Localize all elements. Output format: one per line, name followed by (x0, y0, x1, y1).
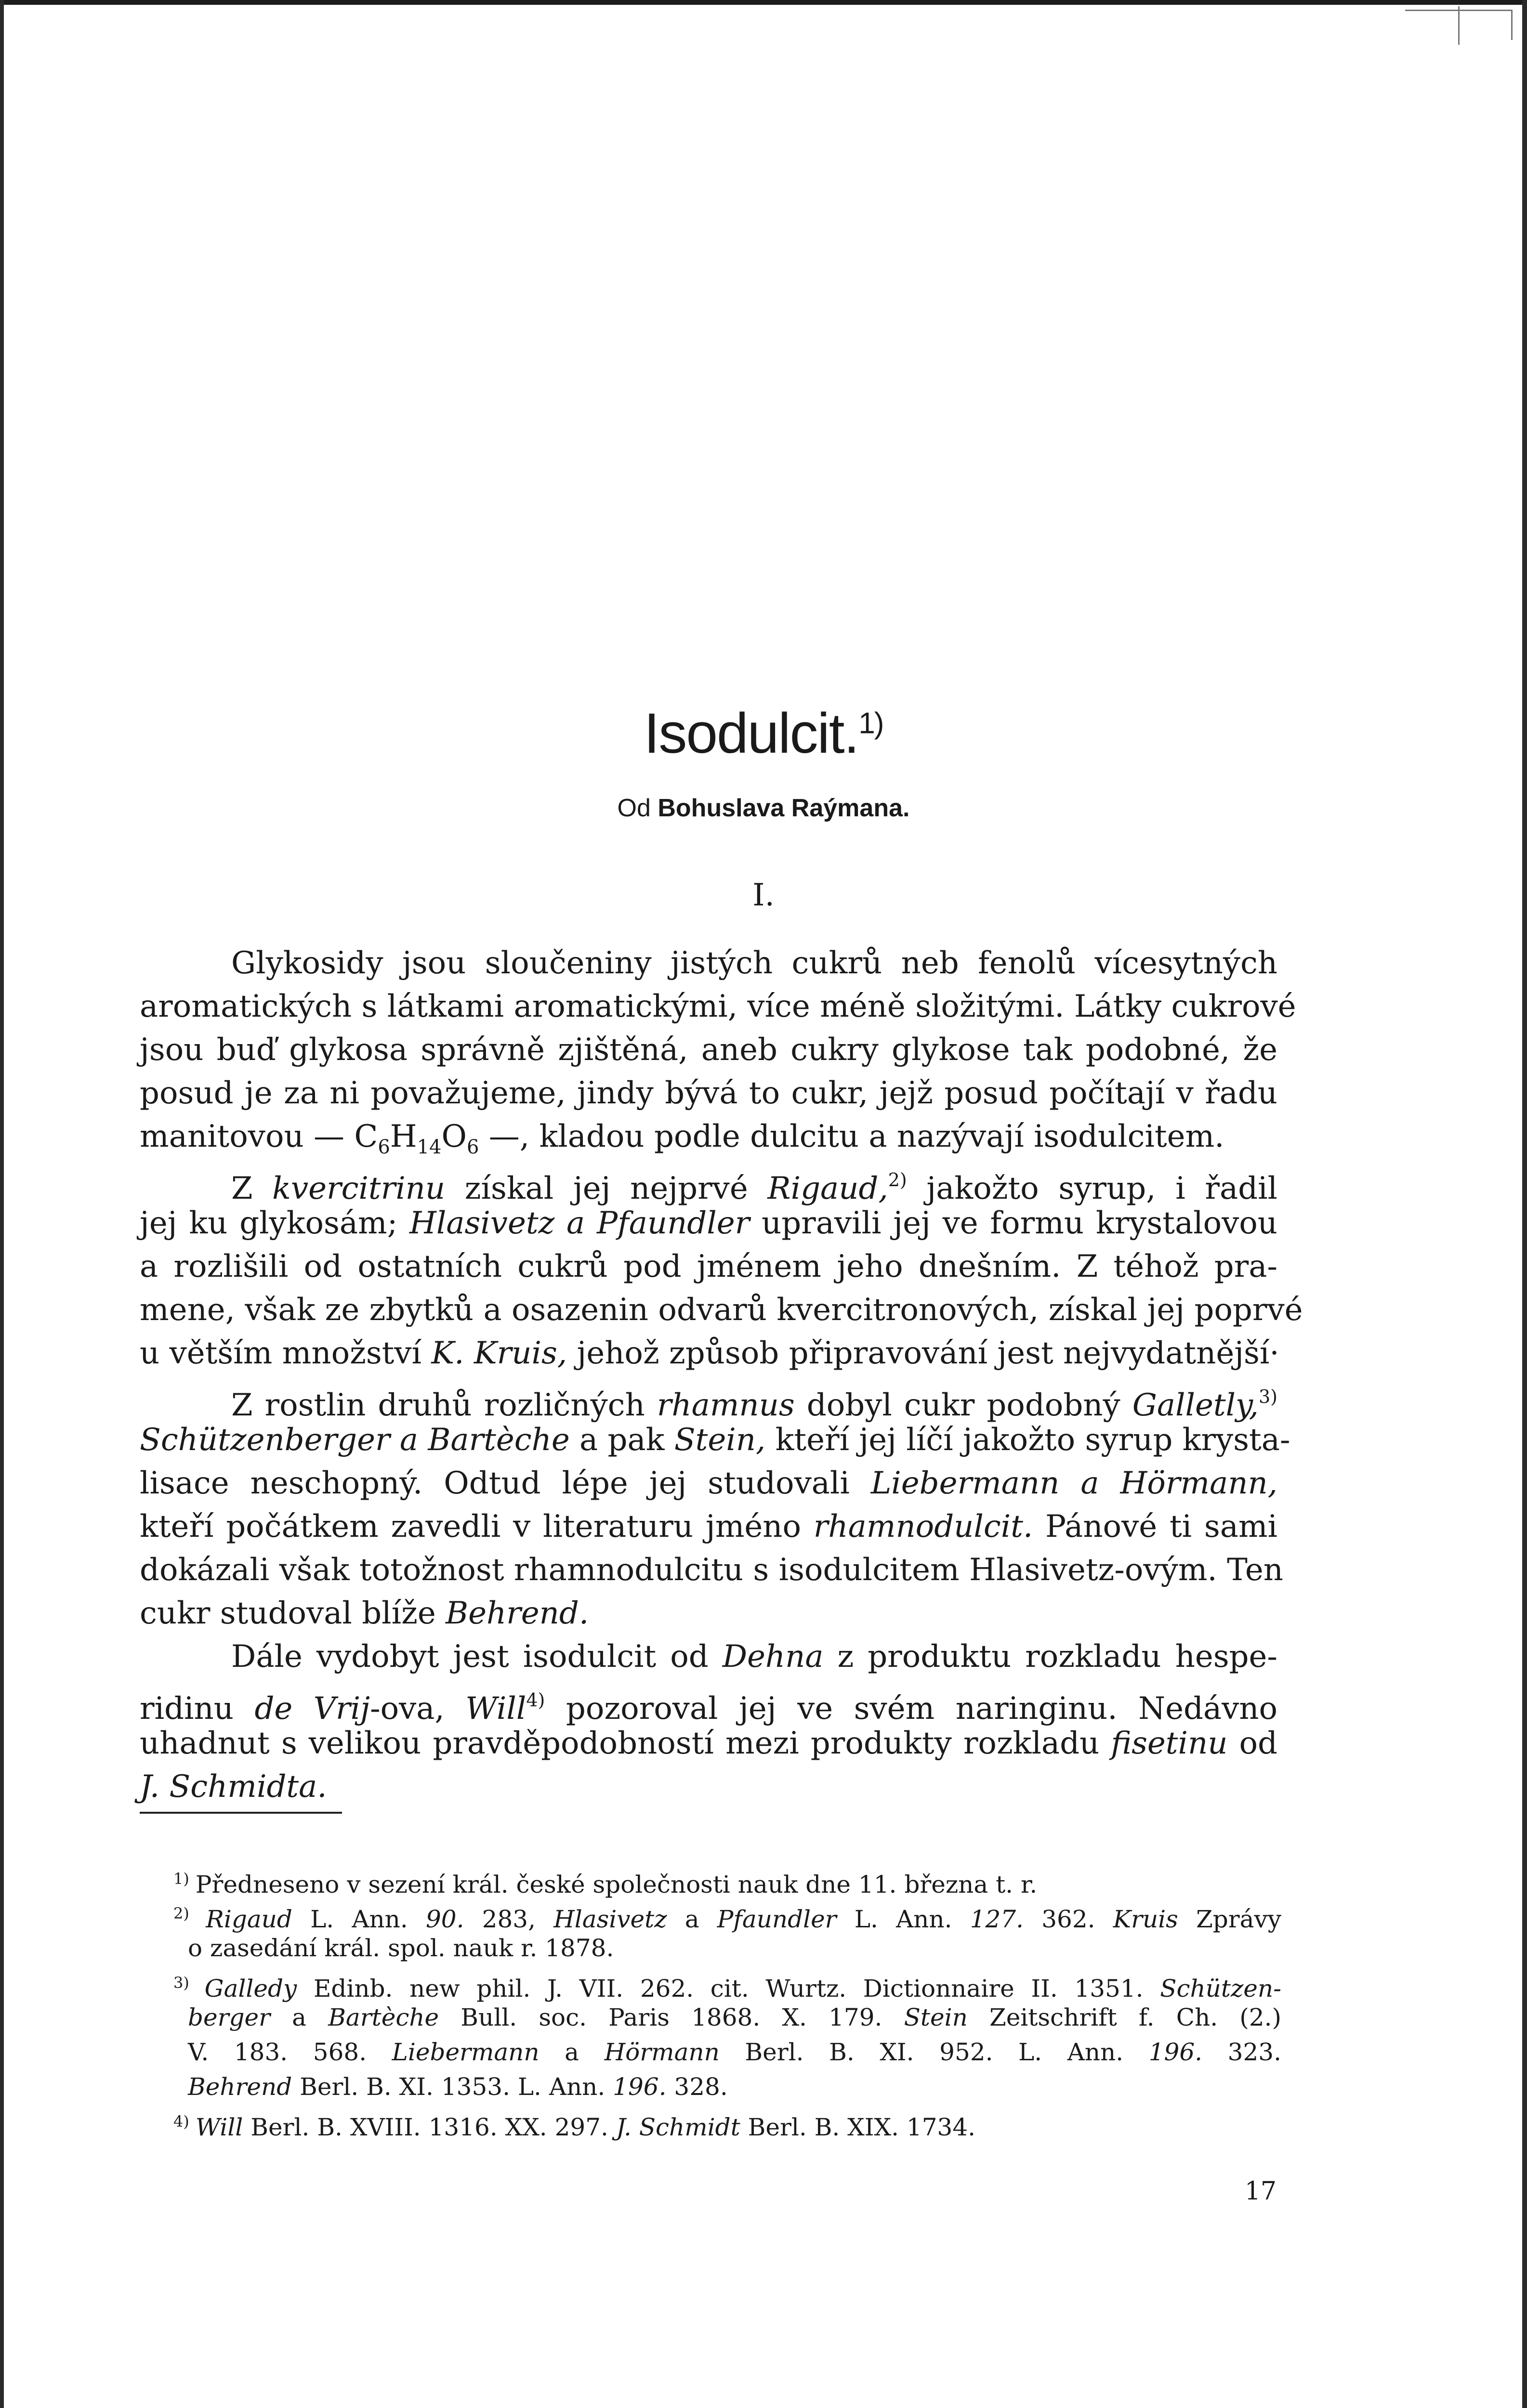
footnote-3-continued: berger a Bartèche Bull. soc. Paris 1868. X. 179. Stein Zeitschrift f. Ch. (2.) (188, 2003, 1281, 2031)
corner-mark (1405, 10, 1513, 40)
text-line: posud je za ni považujeme, jindy bývá to cukr, jejž posud počítají v řadu (140, 1075, 1277, 1111)
article-title: Isodulcit.$^{1)}$ (644, 702, 883, 765)
text-line: manitovou — $C_6H_{14}O_6$ —, kladou podle dulcitu a nazývají isodulcitem. (140, 1119, 1224, 1158)
footnote-1: $^{1)}$ Předneseno v sezení král. české společnosti nauk dne 11. března t. r. (173, 1870, 1038, 1898)
text-line: aromatických s látkami aromatickými, více méně složitými. Látky cukrové (140, 989, 1296, 1024)
author-name: Bohuslava Raýmana. (658, 794, 910, 822)
text-line: Schützenberger a Bartèche a pak Stein, kteří jej líčí jakožto syrup krysta- (140, 1422, 1290, 1458)
text-line: Z rostlin druhů rozličných rhamnus dobyl cukr podobný Galletly,$^{3)}$ (231, 1386, 1278, 1423)
text-line: jsou buď glykosa správně zjištěná, aneb cukry glykose tak podobné, že (140, 1032, 1277, 1068)
text-line: J. Schmidta. (140, 1769, 327, 1805)
text-line: a rozlišili od ostatních cukrů pod jménem jeho dnešním. Z téhož pra- (140, 1249, 1277, 1284)
footnote-2: $^{2)}$ Rigaud L. Ann. 90. 283, Hlasivetz a Pfaundler L. Ann. 127. 362. Kruis Zprávy (173, 1904, 1281, 1933)
text-line: jej ku glykosám; Hlasivetz a Pfaundler upravili jej ve formu krystalovou (140, 1205, 1278, 1241)
page-edge-right (1522, 0, 1527, 2408)
text-line: u větším množství K. Kruis, jehož způsob připravování jest nejvydatnější· (140, 1335, 1279, 1371)
footnote-3-continued: Behrend Berl. B. XI. 1353. L. Ann. 196. 328. (188, 2073, 728, 2101)
footnotes (173, 1861, 1281, 2139)
footnote-2-continued: o zasedání král. spol. nauk r. 1878. (188, 1934, 614, 1962)
footnote-3: $^{3)}$ Galledy Edinb. new phil. J. VII. 262. cit. Wurtz. Dictionnaire II. 1351. Schützen- (173, 1974, 1281, 2002)
text-line: lisace neschopný. Odtud lépe jej studovali Liebermann a Hörmann, (140, 1466, 1278, 1501)
text-line: dokázali však totožnost rhamnodulcitu s isodulcitem Hlasivetz-ovým. Ten (140, 1552, 1283, 1588)
page-edge-left (0, 0, 4, 2408)
text-line: mene, však ze zbytků a osazenin odvarů kvercitronových, získal jej poprvé (140, 1292, 1303, 1328)
title-footnote-ref[interactable]: 1) (858, 707, 883, 740)
text-line: kteří počátkem zavedli v literaturu jméno rhamnodulcit. Pánové ti sami (140, 1509, 1278, 1544)
text-line: Glykosidy jsou sloučeniny jistých cukrů neb fenolů vícesytných (231, 945, 1277, 981)
footnote-ref[interactable]: 3) (1259, 1386, 1278, 1407)
text-line: Z kvercitrinu získal jej nejprvé Rigaud,$^{2)}$ jakožto syrup, i řadil (231, 1169, 1278, 1206)
byline: Od Bohuslava Raýmana. (617, 794, 910, 822)
text-line: Dále vydobyt jest isodulcit od Dehna z produktu rozkladu hespe- (231, 1639, 1278, 1675)
footnote-ref[interactable]: 2) (888, 1169, 907, 1191)
footnote-4: $^{4)}$ Will Berl. B. XVIII. 1316. XX. 297. J. Schmidt Berl. B. XIX. 1734. (173, 2112, 976, 2141)
footnote-divider (140, 1812, 342, 1814)
footnote-ref[interactable]: 4) (526, 1689, 545, 1711)
section-number: I. (752, 877, 775, 913)
text-line: uhadnut s velikou pravděpodobností mezi produkty rozkladu fisetinu od (140, 1726, 1278, 1761)
page-number: 17 (1244, 2177, 1277, 2206)
page-edge-top (0, 0, 1527, 5)
footnote-3-continued: V. 183. 568. Liebermann a Hörmann Berl. B. XI. 952. L. Ann. 196. 323. (188, 2038, 1281, 2066)
text-line: cukr studoval blíže Behrend. (140, 1596, 589, 1631)
body-text (140, 942, 1303, 1808)
text-line: ridinu de Vrij-ova, Will$^{4)}$ pozoroval jej ve svém naringinu. Nedávno (140, 1689, 1278, 1727)
